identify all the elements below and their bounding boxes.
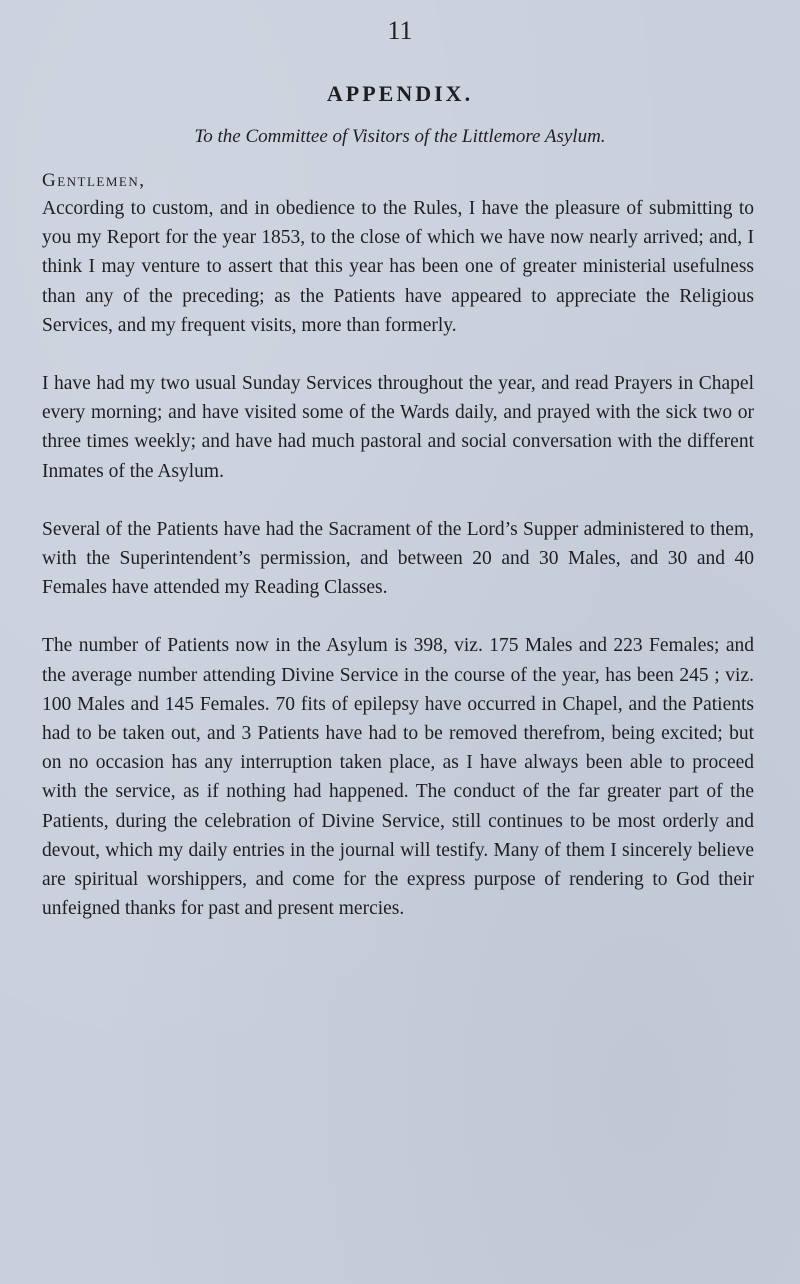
paragraph-4: The number of Patients now in the Asylum is 398, viz. 175 Males and 223 Females; and the average number attending Divine Service in the course of the year, has been 245 ; viz. 100 Males and 145 Females. 70 fits of epilepsy have occurred in Chapel, and the Patients had to be taken out, and 3 Patients have had to be removed therefrom, being excited; but on no occasion has any interruption taken place, as I have always been able to proceed with the service, as if nothing had happened. The conduct of the far greater part of the Patients, during the celebration of Divine Service, still continues to be most orderly and devout, which my daily entries in the journal will testify. Many of them I sincerely believe are spiritual worshippers, and come for the express purpose of rendering to God their unfeigned thanks for past and present mercies. [42, 635, 754, 920]
paragraph-2: I have had my two usual Sunday Services throughout the year, and read Prayers in Chapel every morning; and have visited some of the Wards daily, and prayed with the sick two or three times weekly; and have had much pastoral and social conversation with the different Inmates of the Asylum. [42, 373, 754, 482]
paragraph-1: According to custom, and in obedience to the Rules, I have the pleasure of submitting to you my Report for the year 1853, to the close of which we have now nearly arrived; and, I think I may venture to assert that this year has been one of greater ministerial usefulness than any of the preceding; as the Patients have appeared to appreciate the Religious Services, and my frequent visits, more than formerly. [42, 198, 754, 336]
addressee-line: To the Committee of Visitors of the Littlemore Asylum. [194, 126, 606, 147]
salutation: Gentlemen, [42, 170, 146, 191]
paragraph-3: Several of the Patients have had the Sacrament of the Lord’s Supper administered to them, with the Superintendent’s permission, and between 20 and 30 Males, and 30 and 40 Females have attended my Reading Classes. [42, 518, 754, 599]
report-body [42, 194, 754, 923]
page-number: 11 [387, 16, 413, 45]
appendix-heading: APPENDIX. [326, 81, 474, 106]
